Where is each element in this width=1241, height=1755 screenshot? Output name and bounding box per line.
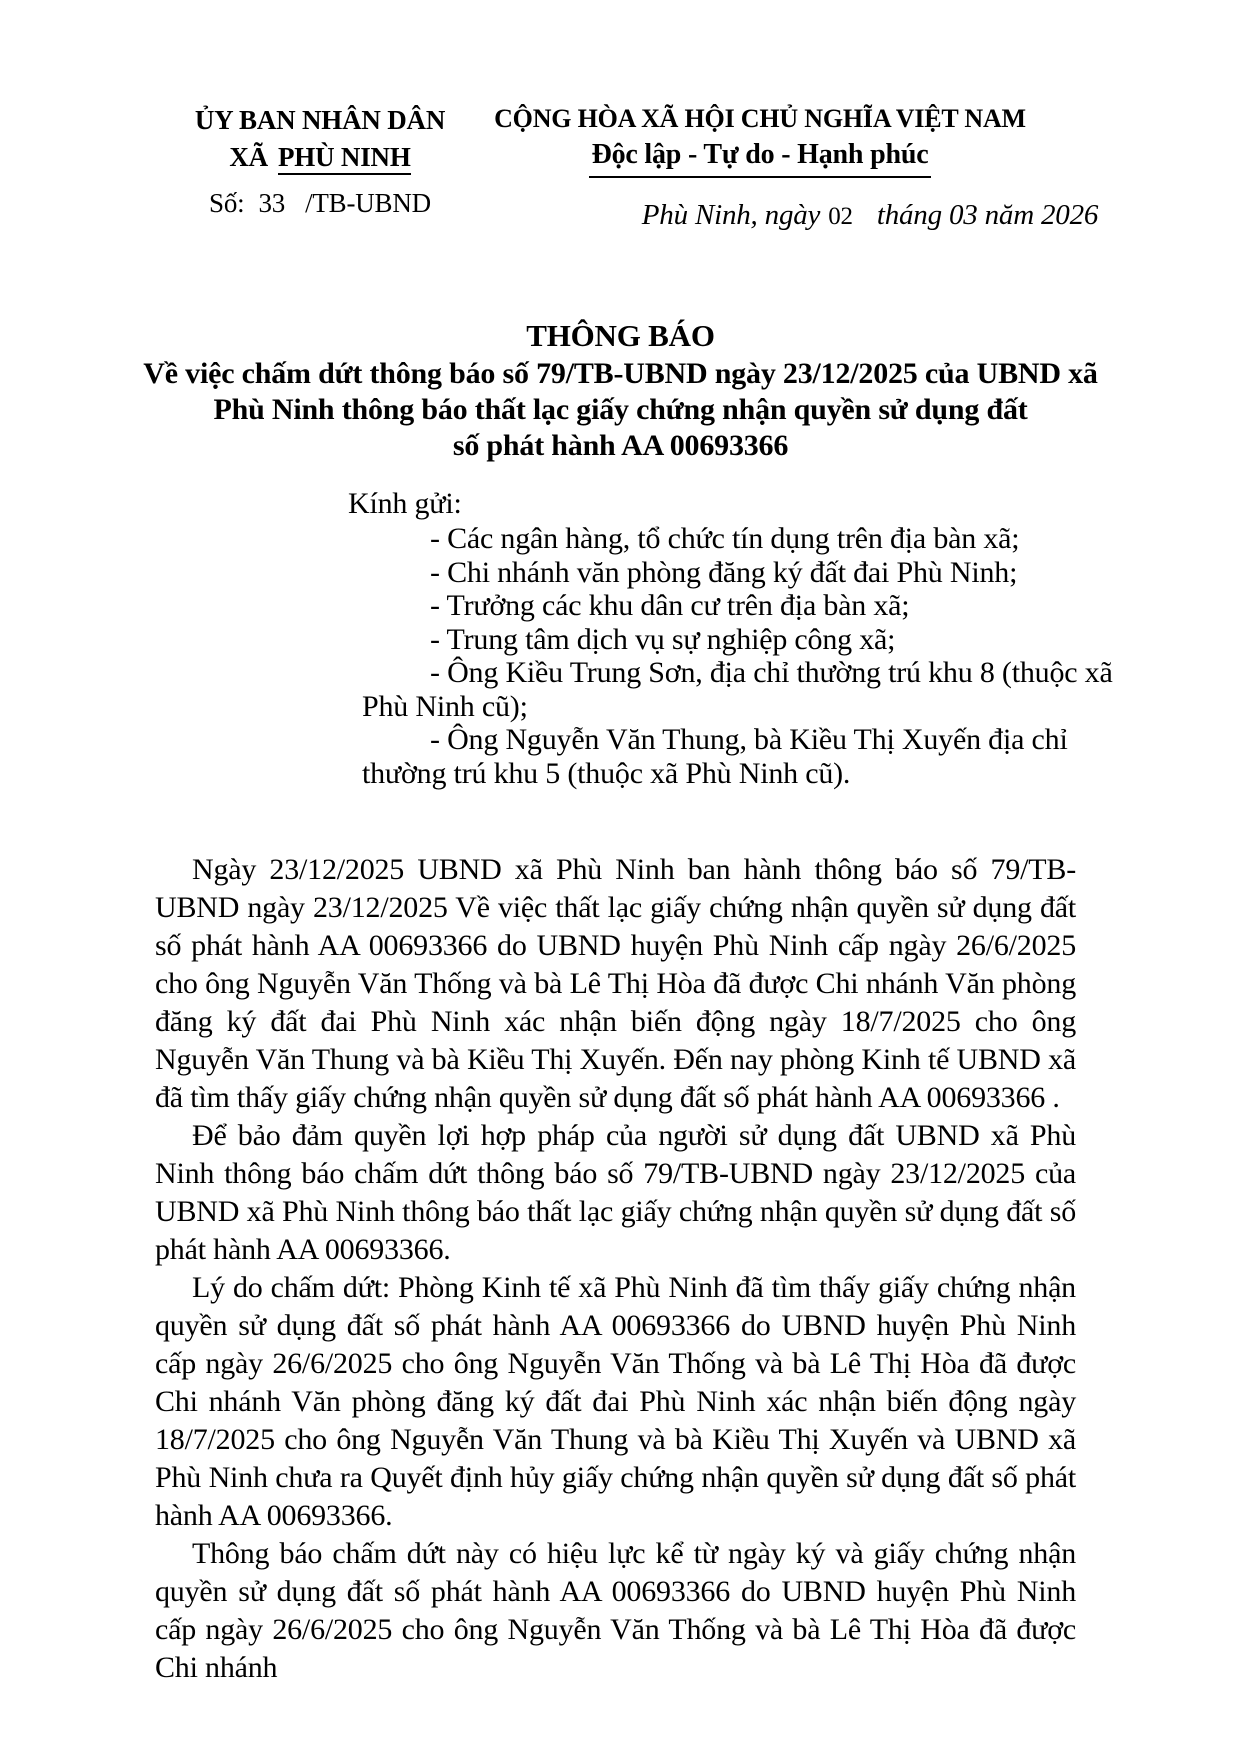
date-day: 02	[828, 203, 853, 230]
document-number-suffix: /TB-UBND	[305, 188, 431, 218]
date-prefix: Phù Ninh, ngày	[641, 199, 821, 231]
document-subtitle-line3: số phát hành AA 00693366	[452, 429, 789, 462]
issuing-authority-parent: ỦY BAN NHÂN DÂN	[194, 105, 446, 135]
issuing-authority-name	[150, 139, 490, 176]
recipient-item: - Các ngân hàng, tổ chức tín dụng trên địa bàn xã;	[430, 522, 1020, 555]
document-title-block	[120, 316, 1121, 464]
recipient-item: - Trưởng các khu dân cư trên địa bàn xã;	[430, 589, 910, 622]
recipient-item: - Ông Kiều Trung Sơn, địa chỉ thường trú khu 8 (thuộc xã Phù Ninh cũ);	[362, 656, 1113, 723]
recipient-item: - Ông Nguyễn Văn Thung, bà Kiều Thị Xuyến địa chỉ thường trú khu 5 (thuộc xã Phù Ninh cũ).	[362, 723, 1068, 790]
place-date-line	[600, 199, 1140, 232]
commune-prefix: XÃ	[229, 142, 268, 172]
document-body	[155, 851, 1076, 1687]
document-number	[150, 188, 490, 219]
national-title: CỘNG HÒA XÃ HỘI CHỦ NGHĨA VIỆT NAM	[494, 104, 1026, 133]
document-title: THÔNG BÁO	[526, 318, 715, 353]
document-subtitle-line1: Về việc chấm dứt thông báo số 79/TB-UBND ngày 23/12/2025 của UBND xã	[143, 357, 1098, 390]
date-suffix: tháng 03 năm 2026	[876, 199, 1099, 231]
body-paragraph: Thông báo chấm dứt này có hiệu lực kể từ ngày ký và giấy chứng nhận quyền sử dụng đất số phát hành AA 00693366 do UBND huyện Phù Ninh cấp ngày 26/6/2025 cho ông Nguyễn Văn Thống và bà Lê Thị Hòa đã được Chi nhánh	[155, 1537, 1076, 1684]
national-motto-row	[480, 136, 1040, 178]
national-header-block	[480, 102, 1040, 178]
document-number-label: Số:	[209, 188, 245, 218]
commune-name: PHÙ NINH	[278, 142, 411, 175]
salutation: Kính gửi:	[348, 487, 462, 520]
national-motto: Độc lập - Tự do - Hạnh phúc	[589, 139, 932, 178]
recipient-item: - Trung tâm dịch vụ sự nghiệp công xã;	[430, 622, 896, 656]
issuing-authority-block	[150, 102, 490, 176]
document-number-value: 33	[258, 188, 286, 218]
document-subtitle-line2: Phù Ninh thông báo thất lạc giấy chứng nhận quyền sử dụng đất	[213, 393, 1028, 426]
recipient-list	[362, 522, 1114, 790]
body-paragraph: Lý do chấm dứt: Phòng Kinh tế xã Phù Ninh đã tìm thấy giấy chứng nhận quyền sử dụng đất số phát hành AA 00693366 do UBND huyện Phù Ninh cấp ngày 26/6/2025 cho ông Nguyễn Văn Thống và bà Lê Thị Hòa đã được Chi nhánh Văn phòng đăng ký đất đai Phù Ninh xác nhận biến động ngày 18/7/2025 cho ông Nguyễn Văn Thung và bà Kiều Thị Xuyến và UBND xã Phù Ninh chưa ra Quyết định hủy giấy chứng nhận quyền sử dụng đất số phát hành AA 00693366.	[155, 1271, 1076, 1532]
body-paragraph: Để bảo đảm quyền lợi hợp pháp của người sử dụng đất UBND xã Phù Ninh thông báo chấm dứt thông báo số 79/TB-UBND ngày 23/12/2025 của UBND xã Phù Ninh thông báo thất lạc giấy chứng nhận quyền sử dụng đất số phát hành AA 00693366.	[155, 1119, 1076, 1266]
body-paragraph: Ngày 23/12/2025 UBND xã Phù Ninh ban hành thông báo số 79/TB-UBND ngày 23/12/2025 Về việc thất lạc giấy chứng nhận quyền sử dụng đất số phát hành AA 00693366 do UBND huyện Phù Ninh cấp ngày 26/6/2025 cho ông Nguyễn Văn Thống và bà Lê Thị Hòa đã được Chi nhánh Văn phòng đăng ký đất đai Phù Ninh xác nhận biến động ngày 18/7/2025 cho ông Nguyễn Văn Thung và bà Kiều Thị Xuyến. Đến nay phòng Kinh tế UBND xã đã tìm thấy giấy chứng nhận quyền sử dụng đất số phát hành AA 00693366 .	[155, 853, 1076, 1114]
recipient-item: - Chi nhánh văn phòng đăng ký đất đai Phù Ninh;	[430, 555, 1018, 589]
